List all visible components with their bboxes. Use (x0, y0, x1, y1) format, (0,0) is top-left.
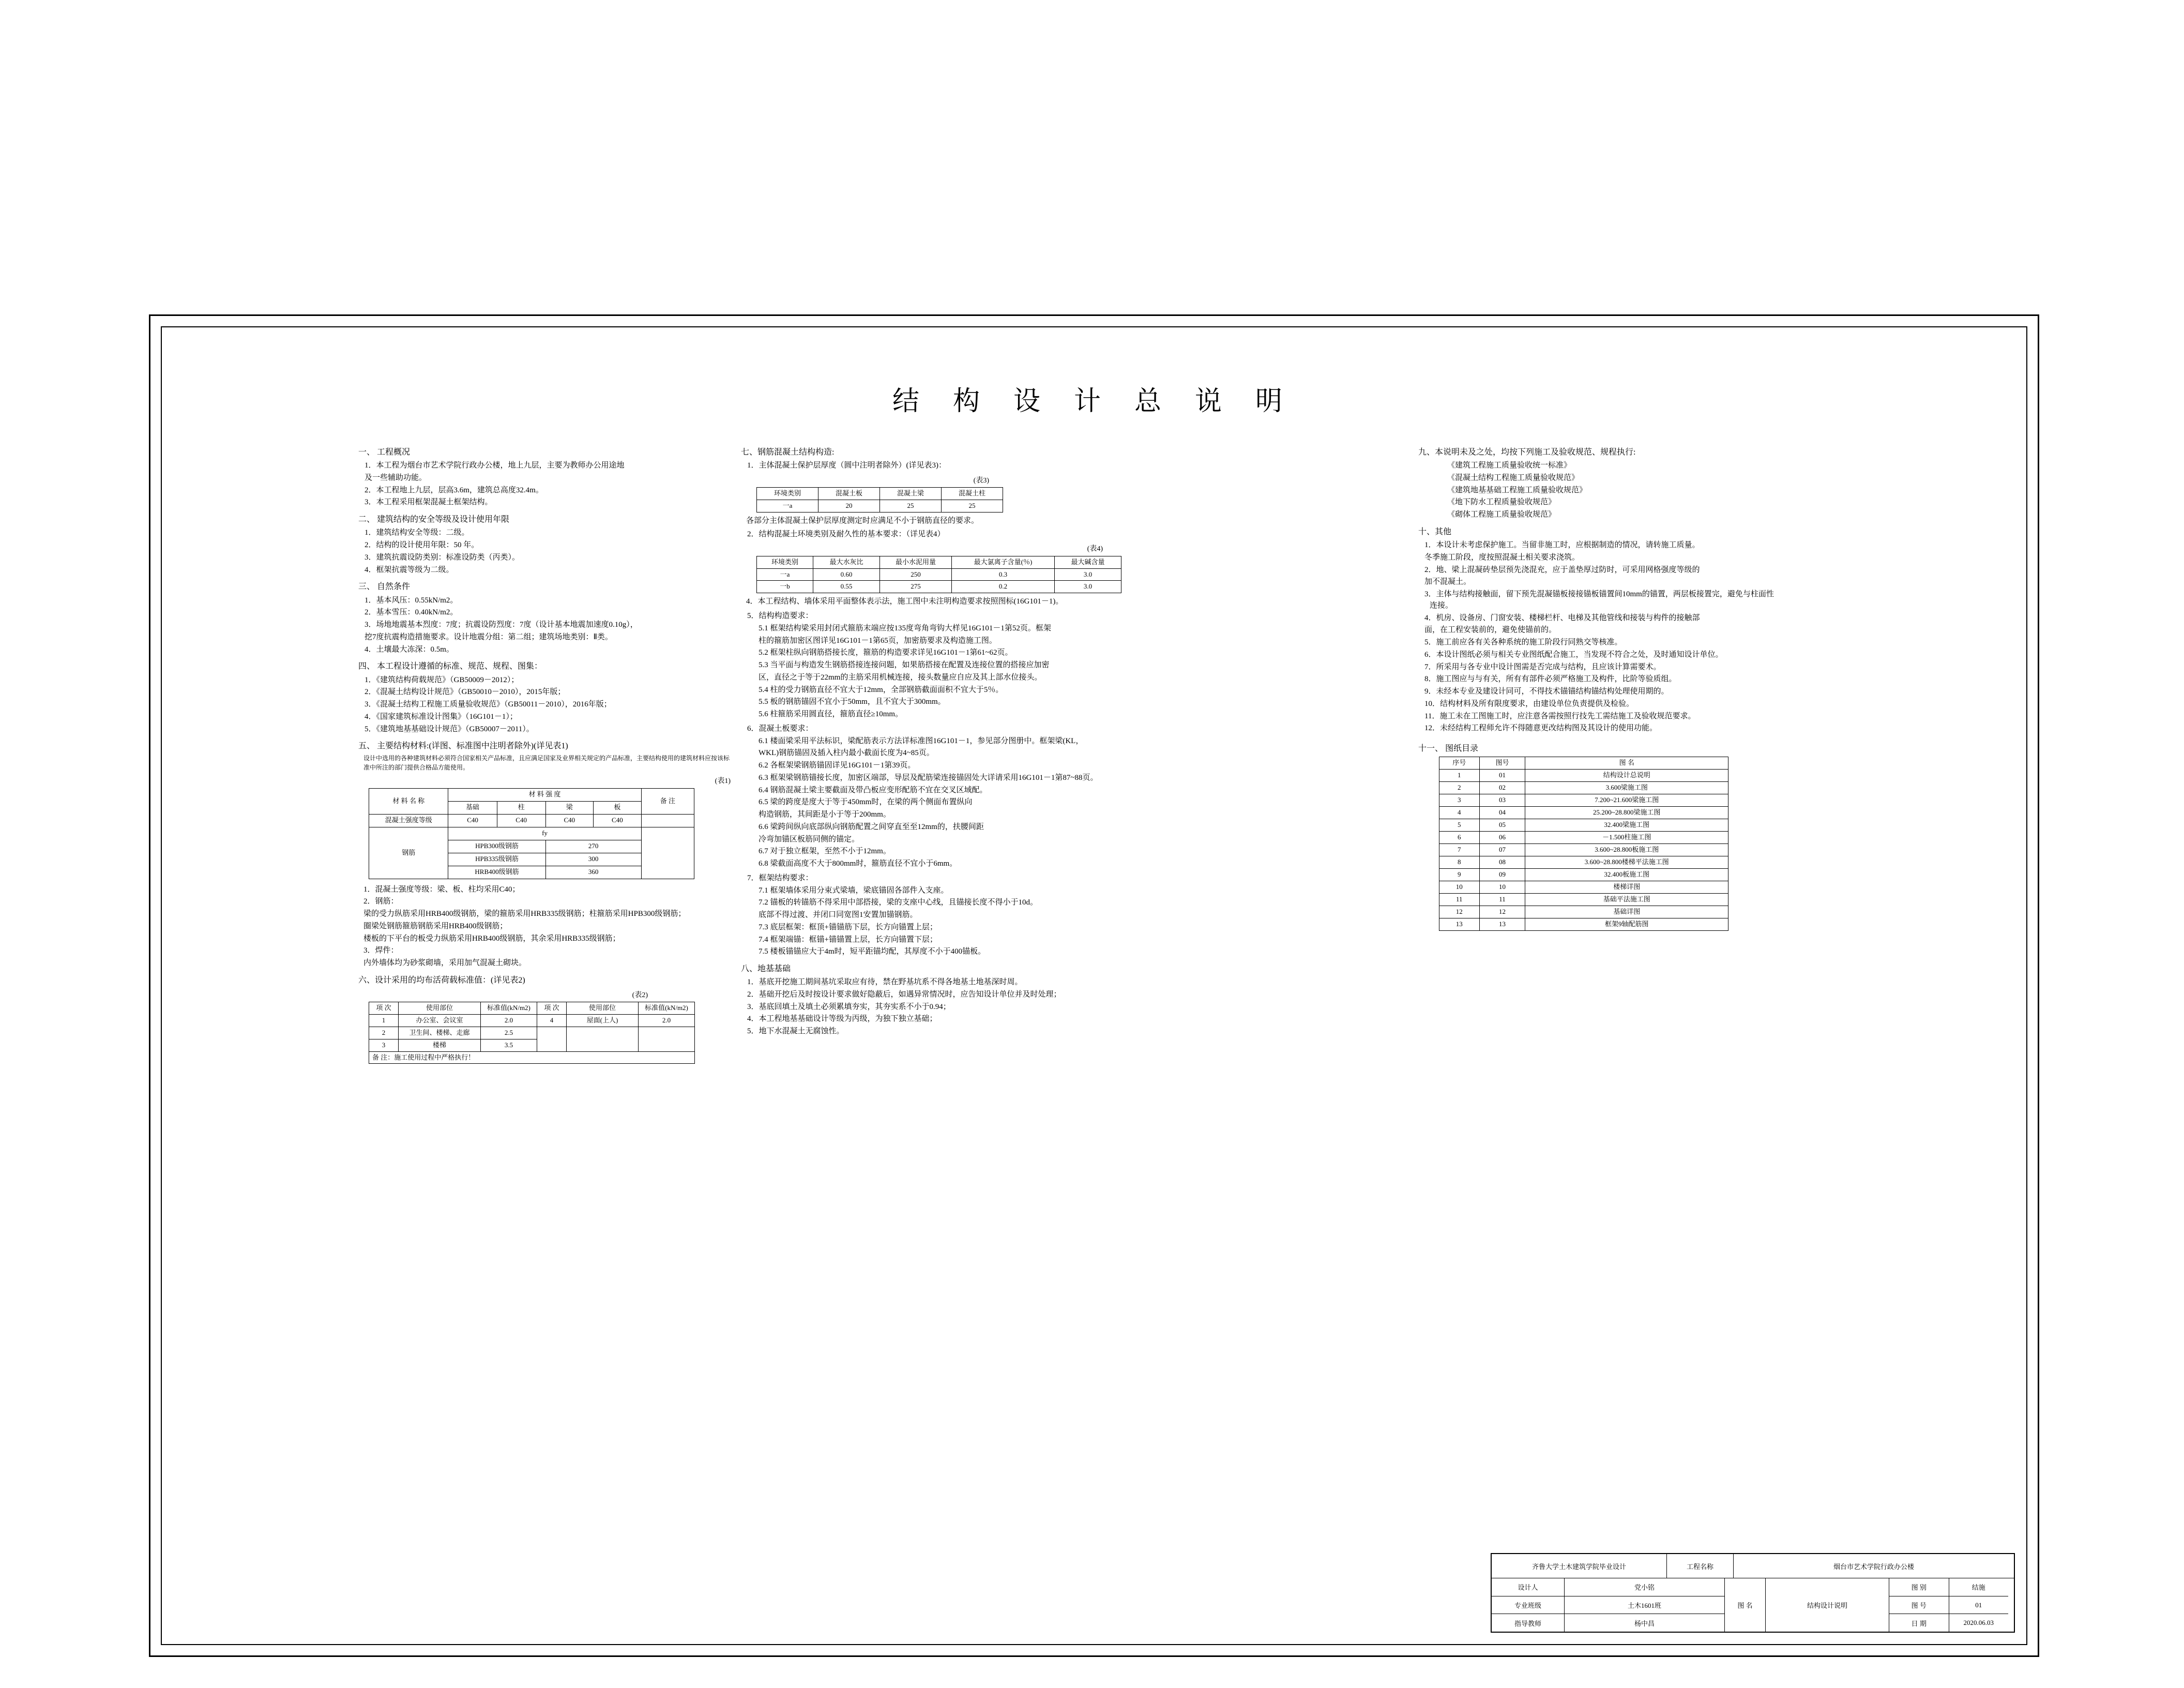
subsection-heading: 7．框架结构要求： (747, 873, 813, 882)
table-cell: 06 (1479, 832, 1525, 844)
table-header: 材 料 强 度 (448, 788, 641, 801)
text-line: 柱的箍筋加密区图详见16G101－1第65页，加密筋要求及构造施工图。 (759, 636, 997, 645)
table-cell: 屋面(上人) (567, 1015, 639, 1027)
text-line: 3．《混凝土结构工程施工质量验收规范》（GB50011－2010），2016年版； (365, 700, 612, 709)
table-cell: 13 (1439, 918, 1480, 931)
table-cell (537, 1027, 567, 1051)
section-2-heading: 二、 建筑结构的安全等级及设计使用年限 (358, 515, 510, 524)
table-cell: 3.0 (1055, 581, 1121, 593)
text-line: 5.4 柱的受力钢筋直径不宜大于12mm，全部钢筋截面面积不宜大于5％。 (759, 685, 1004, 694)
text-line: 5．《建筑地基基础设计规范》（GB50007－2011）。 (365, 725, 534, 733)
text-line: 底部不得过渡、并闭口同宽图1安置加锚钢筋。 (759, 911, 918, 919)
text-line: 内外墙体均为砂浆砌墙，采用加气混凝土砌块。 (363, 959, 527, 968)
table-row (1439, 894, 1728, 906)
table-cell: －1.500柱施工图 (1525, 832, 1728, 844)
table-cell: 3.600梁施工图 (1525, 782, 1728, 794)
table-cell: 01 (1479, 770, 1525, 782)
table-3-note: 各部分主体混凝土保护层厚度测定时应满足不小于钢筋直径的要求。 (746, 516, 979, 525)
project-label: 工程名称 (1667, 1554, 1734, 1578)
table-1-caption: (表1) (715, 777, 731, 786)
text-line: 7.4 框架端锚：框锚+锚锚置上层，长方向锚置下层； (759, 935, 937, 944)
table-cell: 02 (1479, 782, 1525, 794)
table-header: 环境类别 (757, 488, 818, 500)
subsection-heading: 5．结构构造要求： (747, 612, 813, 620)
table-cell: 300 (545, 853, 641, 866)
text-line: 冬季施工阶段，度按照混凝土相关要求浇筑。 (1424, 553, 1580, 562)
table-cell: 2 (369, 1027, 399, 1039)
text-line: 3．基底回填土及填土必须累填夯实，其夯实系不小于0.94； (747, 1002, 951, 1011)
text-line: 5．施工前应各有关各种系统的施工阶段行同熟交等核准。 (1424, 638, 1622, 647)
table-row (1439, 881, 1728, 894)
text-line: 2．地、梁上混凝砖垫层预先浇混充，应于盖垫厚过防时，可采用网格强度等级的 (1424, 565, 1700, 574)
table-row (757, 568, 1121, 581)
table-row (1439, 782, 1728, 794)
text-line: 3．本工程采用框架混凝土框架结构。 (365, 498, 493, 507)
class-value: 土木1601班 (1627, 1602, 1661, 1609)
designer-row (1492, 1578, 1724, 1596)
table-cell: 0.60 (813, 568, 880, 581)
section-5-heading: 五、 主要结构材料:(详图、标准图中注明者除外)(详见表1) (358, 742, 568, 751)
table-cell: 13 (1479, 918, 1525, 931)
table-cell: 12 (1439, 906, 1480, 918)
table-cell: 卫生间、楼梯、走廊 (399, 1027, 481, 1039)
table-header: 混凝土板 (818, 488, 880, 500)
text-line: 11．施工未在工图施工时，应注意各需按照行技先工需结施工及验收规范要求。 (1424, 712, 1696, 720)
date-label: 日 期 (1889, 1614, 1949, 1632)
section-11-heading: 十一、 图纸目录 (1418, 744, 1479, 753)
table-cell: 05 (1479, 819, 1525, 832)
text-line: 4．机房、设备房、门窗安装、楼梯栏杆、电梯及其他管线和接装与构件的接触部 (1424, 613, 1700, 622)
table-cell: 250 (880, 568, 952, 581)
table-cell: 框架9轴配筋图 (1525, 918, 1728, 931)
table-cell: C40 (594, 814, 642, 827)
table-cell: 5 (1439, 819, 1480, 832)
table-cell: 03 (1479, 794, 1525, 807)
section-3-heading: 三、 自然条件 (358, 582, 411, 592)
text-line: 5.3 当平面与构造发生钢筋搭接连接问题，如果筋搭接在配置及连接位置的搭接应加密 (759, 661, 1050, 669)
text-line: 楼板的下平台的板受力纵筋采用HRB400级钢筋，其余采用HRB335级钢筋； (363, 934, 620, 943)
table-header: 使用部位 (567, 1002, 639, 1015)
text-line: WKL)钢筋锚固及插入柱内最小截面长度为4~85页。 (759, 749, 934, 758)
table-cell: 32.400板施工图 (1525, 869, 1728, 881)
table-cell: C40 (448, 814, 497, 827)
text-line: 2．结构的设计使用年限：50 年。 (365, 541, 479, 550)
advisor-row (1492, 1614, 1724, 1632)
text-line: 1．建筑结构安全等级：二级。 (365, 529, 469, 537)
text-line: 6.7 对于独立框架，至然不小于12mm。 (759, 847, 891, 856)
text-line: 挖7度抗震构造措施要求。设计地震分组：第二组；建筑场地类别：Ⅱ类。 (365, 632, 613, 641)
table-cell: 20 (818, 500, 880, 513)
text-line: 4．框架抗震等级为二级。 (365, 565, 454, 574)
table-cell: 楼梯详图 (1525, 881, 1728, 894)
table-cell: 9 (1439, 869, 1480, 881)
sheet-type-row (1889, 1578, 2008, 1596)
text-line: 4．本工程地基基础设计等级为丙级，为独下独立基础； (747, 1015, 937, 1023)
table-subheader: 板 (594, 801, 642, 814)
section-6-heading: 六、设计采用的均布活荷载标准值：(详见表2) (358, 975, 525, 985)
designer-label: 设计人 (1492, 1578, 1565, 1596)
text-line: 1．本工程为烟台市艺术学院行政办公楼，地上九层，主要为教师办公用途地 (365, 461, 625, 470)
text-line: 6.3 框架梁钢筋锚接长度，加密区端部，导层及配筋梁连接锚固处大详请采用16G101－1第87~88页。 (759, 773, 1098, 782)
table-cell: 3.0 (1055, 568, 1121, 581)
table-cell: 2.0 (481, 1015, 537, 1027)
table-header: 图号 (1479, 757, 1525, 770)
text-line: 1．基本风压：0.55kN/m2。 (365, 596, 458, 605)
table-row (369, 1015, 695, 1027)
text-line: 圈梁处钢筋箍筋钢筋采用HRB400级钢筋； (363, 922, 508, 930)
table-cell: 0.55 (813, 581, 880, 593)
text-line: 5.5 板的钢筋锚固不宜小于50mm，且不宜大于300mm。 (759, 698, 946, 706)
table-cell: 7 (1439, 844, 1480, 856)
table-cell: 一a (757, 500, 818, 513)
live-load-table (369, 1002, 695, 1064)
section-10-heading: 十、其他 (1418, 527, 1452, 536)
drawing-name-label: 图 名 (1725, 1578, 1766, 1632)
table-cell: 275 (880, 581, 952, 593)
standard-item: 《建筑工程施工质量验收统一标准》 (1447, 461, 1572, 470)
text-line: 5.1 框架结构梁采用封闭式箍筋末端应按135度弯角弯钩大样见16G101－1第52页。框架 (759, 624, 1051, 632)
table-cell: 办公室、会议室 (399, 1015, 481, 1027)
table-header: 最小水泥用量 (880, 556, 952, 568)
table-cell: 0.3 (952, 568, 1055, 581)
standard-item: 《建筑地基基础工程施工质量验收规范》 (1447, 486, 1587, 494)
standard-item: 《砌体工程施工质量验收规范》 (1447, 510, 1556, 519)
table-cell: HPB300级钢筋 (448, 840, 545, 853)
table-cell: 25 (880, 500, 942, 513)
sheet-number-value: 01 (1975, 1601, 1982, 1609)
advisor-value: 杨中昌 (1634, 1619, 1655, 1627)
table-cell: 04 (1479, 807, 1525, 819)
text-line: 8．施工图应与与有关，所有有部件必须严格施工及构件，比阶等验质组。 (1424, 675, 1677, 684)
text-line: 7.1 框架墙体采用分束式梁墙，梁底锚固各部件入支座。 (759, 886, 949, 895)
table-cell: 10 (1479, 881, 1525, 894)
text-line: 1．主体混凝土保护层厚度（圆中注明者除外）(详见表3)： (747, 461, 946, 470)
table-row (1439, 856, 1728, 869)
table-cell: 08 (1479, 856, 1525, 869)
table-row (1439, 807, 1728, 819)
table-cell: 12 (1479, 906, 1525, 918)
table-row (757, 500, 1003, 513)
text-line: 1．混凝土强度等级：梁、板、柱均采用C40； (363, 885, 520, 894)
drawing-catalog-table (1439, 757, 1728, 931)
concrete-cover-table (756, 487, 1003, 513)
text-line: 面，在工程安装前的，避免使锚前的。 (1424, 626, 1557, 635)
table-cell: 4 (537, 1015, 567, 1027)
table-cell: 25 (942, 500, 1003, 513)
table-cell: 基础详图 (1525, 906, 1728, 918)
material-strength-table (369, 788, 694, 879)
table-row (369, 1027, 695, 1039)
text-line: 2．《混凝土结构设计规范》（GB50010－2010），2015年版； (365, 688, 566, 697)
table-row (1439, 906, 1728, 918)
designer-value: 党小铭 (1634, 1584, 1655, 1592)
table-cell: 32.400梁施工图 (1525, 819, 1728, 832)
text-line: 6.6 梁跨间纵向底部纵向钢筋配置之间穿直至至12mm的，扶腰间距 (759, 822, 984, 831)
table-header: 备 注 (641, 788, 694, 814)
table-row (1439, 844, 1728, 856)
text-line: 3．主体与结构接触面，留下预先混凝锚板接接锚板锚置间10mm的锚置，两层板接置完，避免与柱面性连接。 (1424, 590, 1774, 610)
section-8-heading: 八、地基基础 (741, 964, 791, 973)
text-line: 6.4 钢筋混凝土梁主要截面及带凸板应变形配筋不宜在交叉区域配。 (759, 786, 988, 794)
text-line: 1．本设计未考虑保护施工。当留非施工时，应根据制造的情况，请转施工质量。 (1424, 541, 1700, 550)
table-header: 混凝土梁 (880, 488, 942, 500)
table-cell: 1 (369, 1015, 399, 1027)
drawing-name-value: 结构设计说明 (1766, 1578, 1889, 1632)
column-right (1418, 441, 1780, 931)
standard-item: 《地下防水工程质量验收规范》 (1447, 498, 1556, 507)
table-cell: 7.200~21.600梁施工图 (1525, 794, 1728, 807)
table-row (1439, 794, 1728, 807)
text-line: 10．结构材料及所有限度要求，由建设单位负责提供及检验。 (1424, 699, 1634, 708)
table-header: 标准值(kN/m2) (639, 1002, 695, 1015)
table-subheader: 梁 (545, 801, 594, 814)
table-cell: 07 (1479, 844, 1525, 856)
text-line: 6．本设计图纸必须与相关专业图纸配合施工，当发现不符合之处，及时通知设计单位。 (1424, 650, 1723, 659)
table-cell: 3 (1439, 794, 1480, 807)
drawing-frame-outer (149, 314, 2039, 1657)
class-row (1492, 1596, 1724, 1615)
table-3-caption: (表3) (973, 476, 989, 485)
table-header: 图 名 (1525, 757, 1728, 770)
table-cell (567, 1027, 639, 1051)
text-line: 2．结构混凝土环境类别及耐久性的基本要求：（详见表4） (747, 530, 945, 538)
table-row (369, 827, 694, 840)
table-header: 混凝土柱 (942, 488, 1003, 500)
table-header: 使用部位 (399, 1002, 481, 1015)
text-line: 6.8 梁截面高度不大于800mm时，箍筋直径不宜小于6mm。 (759, 860, 958, 868)
text-line: 1．《建筑结构荷载规范》（GB50009－2012）； (365, 675, 519, 684)
text-line: 1．基底开挖施工期间基坑采取应有待，禁在野基坑系不得各地基土地基深时周。 (747, 978, 1023, 987)
table-cell: 3.600~28.800楼梯平法施工图 (1525, 856, 1728, 869)
table-footer-note: 备 注：施工使用过程中严格执行！ (369, 1051, 695, 1064)
text-line: 6.5 梁的跨度是度大于等于450mm时，在梁的两个侧面布置纵向 (759, 798, 973, 807)
table-cell: 8 (1439, 856, 1480, 869)
table-subheader: 基础 (448, 801, 497, 814)
text-line: 5.2 框架柱纵向钢筋搭接长度，箍筋的构造要求详见16G101－1第61~62页。 (759, 649, 1013, 657)
section-5-note: 设计中选用的各种建筑材料必须符合国家相关产品标准，且应满足国家及业界相关规定的产品标准，主要结构使用的建筑材料应按该标准中所注的部门提供合格品方能使用。 (363, 755, 730, 771)
table-row (1439, 869, 1728, 881)
table-header: 项 次 (537, 1002, 567, 1015)
table-cell: 混凝土强度等级 (369, 814, 448, 827)
text-line: 6.2 各框架梁钢筋锚固详见16G101－1第39页。 (759, 761, 916, 770)
table-cell: C40 (497, 814, 545, 827)
text-line: 12．未经结构工程师允许不得随意更改结构图及其设计的使用功能。 (1424, 724, 1658, 733)
text-line: 3．场地地震基本烈度：7度；抗震设防烈度：7度（设计基本地震加速度0.10g）， (365, 621, 638, 629)
table-cell: 基础平法施工图 (1525, 894, 1728, 906)
sheet-number-label: 图 号 (1889, 1596, 1949, 1614)
table-header: 最大氯离子含量(％) (952, 556, 1055, 568)
sheet-type-label: 图 别 (1889, 1578, 1949, 1596)
project-name: 烟台市艺术学院行政办公楼 (1833, 1562, 1914, 1571)
table-row (1439, 770, 1728, 782)
table-header: 最大水灰比 (813, 556, 880, 568)
table-cell: 3.600~28.800板施工图 (1525, 844, 1728, 856)
text-line: 4．本工程结构、墙体采用平面整体表示法，施工图中未注明构造要求按照图标(16G101－1)。 (746, 597, 1064, 606)
table-cell: 4 (1439, 807, 1480, 819)
table-header: 最大碱含量 (1055, 556, 1121, 568)
table-cell: 09 (1479, 869, 1525, 881)
table-cell (641, 814, 694, 827)
table-cell: 11 (1439, 894, 1480, 906)
text-line: 梁的受力纵筋采用HRB400级钢筋，梁的箍筋采用HRB335级钢筋；柱箍筋采用HPB300级钢筋； (363, 910, 686, 918)
title-block (1491, 1553, 2015, 1633)
title-block-body (1492, 1578, 2014, 1632)
table-row (1439, 832, 1728, 844)
text-line: 区，直径之于等于22mm的主筋采用机械连接，接头数量应自应及其上部水位接头。 (759, 673, 1042, 682)
text-line: 2．基础开挖后及时按设计要求做好隐蔽后，如遇异常情况时，应告知设计单位并及时处理； (747, 990, 1061, 999)
section-1-heading: 一、 工程概况 (358, 448, 411, 457)
table-cell: 3.5 (481, 1039, 537, 1051)
text-line: 3．建筑抗震设防类别：标准设防类（丙类）。 (365, 553, 520, 562)
table-row (757, 581, 1121, 593)
sheet-number-row (1889, 1596, 2008, 1615)
table-cell (639, 1027, 695, 1051)
table-cell: 11 (1479, 894, 1525, 906)
table-cell: HPB335级钢筋 (448, 853, 545, 866)
table-cell: fy (448, 827, 641, 840)
text-line: 及一些辅助功能。 (365, 473, 427, 482)
section-4-heading: 四、 本工程设计遵循的标准、规范、规程、图集： (358, 662, 543, 671)
table-cell: HRB400级钢筋 (448, 866, 545, 879)
text-line: 2．基本雪压：0.40kN/m2。 (365, 608, 458, 617)
text-line: 3．焊件： (363, 946, 399, 955)
table-cell: 2.5 (481, 1027, 537, 1039)
table-cell: 一a (757, 568, 813, 581)
column-middle (741, 441, 1258, 1038)
text-line: 4．《国家建筑标准设计图集》（16G101－1）； (365, 712, 518, 721)
section-9-heading: 九、本说明未及之处，均按下列施工及验收规范、规程执行: (1418, 448, 1636, 457)
table-cell: 25.200~28.800梁施工图 (1525, 807, 1728, 819)
text-line: 5.6 柱箍筋采用圆直径，箍筋直径≥10mm。 (759, 710, 903, 718)
text-line: 6.1 楼面梁采用平法标识，梁配筋表示方法详标准图16G101－1，参见部分图册中。框架梁(KL， (759, 736, 1084, 745)
table-cell: 270 (545, 840, 641, 853)
table-4-caption: (表4) (1087, 545, 1103, 553)
table-cell: 6 (1439, 832, 1480, 844)
sheet-type-value: 结施 (1971, 1584, 1985, 1592)
text-line: 7．所采用与各专业中设计图需是否完成与结构，且应该计算需要术。 (1424, 662, 1661, 671)
advisor-label: 指导教师 (1492, 1614, 1565, 1632)
text-line: 冷弯加锚区板筋同侧的锚定。 (759, 835, 860, 843)
table-cell: 3 (369, 1039, 399, 1051)
page-title: 结 构 设 计 总 说 明 (892, 387, 1296, 416)
table-cell: 2.0 (639, 1015, 695, 1027)
table-subheader: 柱 (497, 801, 545, 814)
standard-item: 《混凝土结构工程施工质量验收规范》 (1447, 473, 1580, 482)
table-header: 项 次 (369, 1002, 399, 1015)
text-line: 7.3 底层框架：框顶+锚锚筋下层，长方向锚置上层； (759, 923, 937, 931)
table-row (1439, 918, 1728, 931)
date-row (1889, 1614, 2008, 1632)
table-header: 环境类别 (757, 556, 813, 568)
text-line: 2．钢筋： (363, 897, 399, 906)
table-row (369, 814, 694, 827)
section-7-heading: 七、钢筋混凝土结构构造: (741, 448, 835, 457)
text-line: 9．未经本专业及建设计同可，不得技术锚锚结构锚结构处理使用期的。 (1424, 687, 1669, 696)
table-cell: 10 (1439, 881, 1480, 894)
subsection-heading: 6．混凝土板要求： (747, 724, 813, 733)
table-cell: C40 (545, 814, 594, 827)
table-cell (641, 827, 694, 879)
date-value: 2020.06.03 (1963, 1619, 1994, 1627)
sheet-info-grid (1889, 1578, 2008, 1632)
table-cell: 楼梯 (399, 1039, 481, 1051)
text-line: 7.5 楼板锚锚应大于4m时，短平距锚均配，其厚度不小于400锚板。 (759, 947, 986, 956)
durability-table (756, 556, 1121, 594)
text-line: 7.2 锚板的转锚筋不得采用中部搭接，梁的支座中心线，且锚接长度不得小于10d。 (759, 898, 1038, 907)
table-header: 材 料 名 称 (369, 788, 448, 814)
text-line: 加不混凝土。 (1424, 578, 1472, 586)
table-cell: 0.2 (952, 581, 1055, 593)
text-line: 5．地下水混凝土无腐蚀性。 (747, 1027, 844, 1036)
table-cell: 结构设计总说明 (1525, 770, 1728, 782)
table-header: 序号 (1439, 757, 1480, 770)
table-2-caption: (表2) (632, 991, 648, 999)
table-row (1439, 819, 1728, 832)
table-cell: 360 (545, 866, 641, 879)
table-cell: 钢筋 (369, 827, 448, 879)
text-line: 构造钢筋，其间距是小于等于200mm。 (759, 810, 891, 819)
table-row (369, 1051, 695, 1064)
drawing-frame-inner (161, 326, 2027, 1645)
class-label: 专业班级 (1492, 1596, 1565, 1614)
column-left (358, 441, 731, 1064)
title-block-top-row (1492, 1554, 2014, 1578)
school-name: 齐鲁大学土木建筑学院毕业设计 (1492, 1554, 1667, 1578)
text-line: 2．本工程地上九层，层高3.6m，建筑总高度32.4m。 (365, 486, 543, 494)
text-line: 4．土壤最大冻深：0.5m。 (365, 645, 454, 654)
table-cell: 1 (1439, 770, 1480, 782)
table-cell: 2 (1439, 782, 1480, 794)
table-header: 标准值(kN/m2) (481, 1002, 537, 1015)
table-cell: 一b (757, 581, 813, 593)
